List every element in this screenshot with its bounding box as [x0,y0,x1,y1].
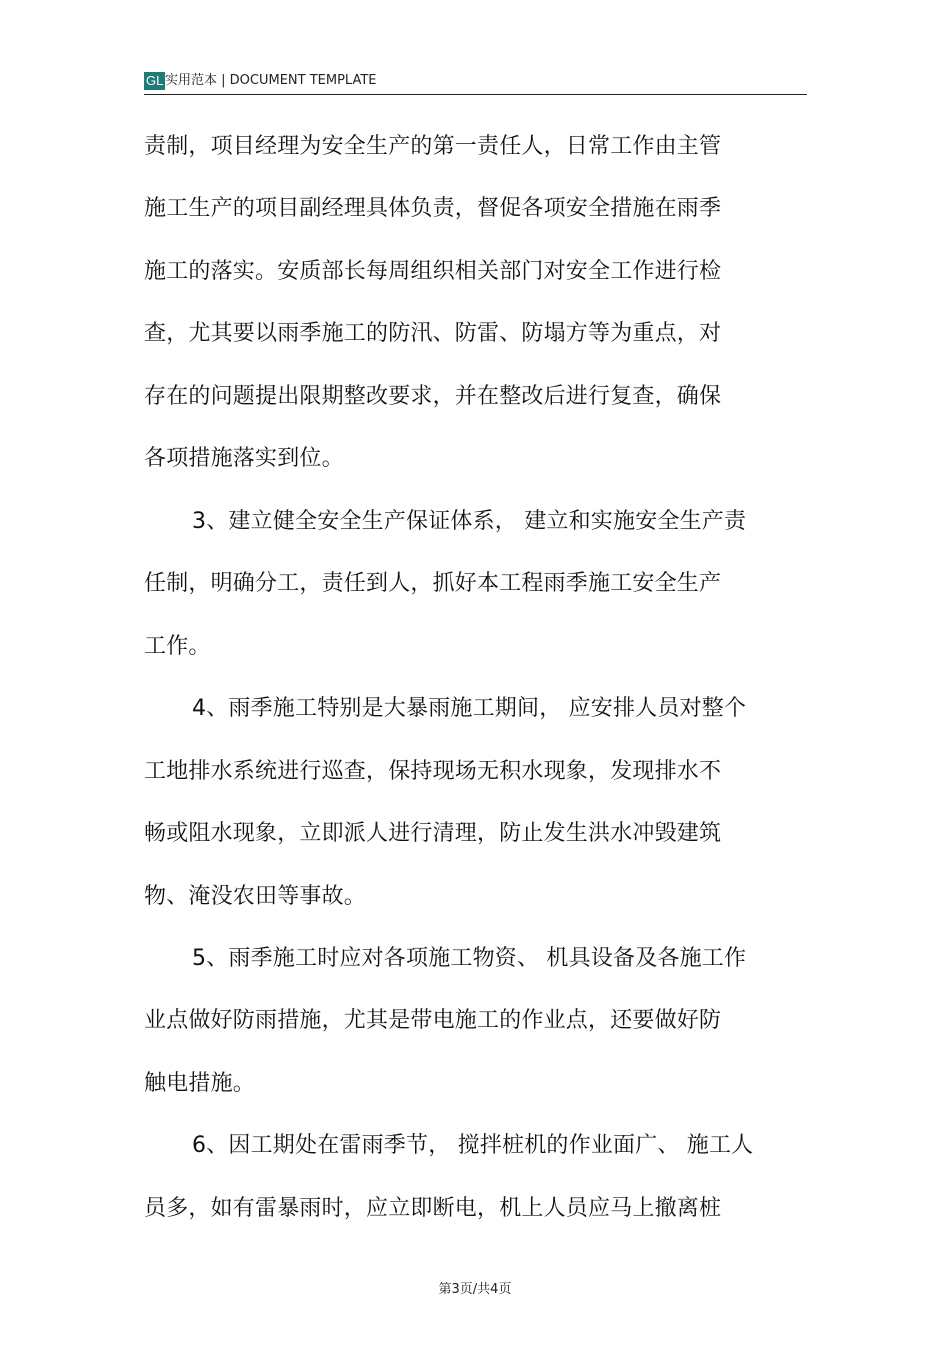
body-line-1: 责制，项目经理为安全生产的第一责任人，日常工作由主管 [144,134,722,159]
logo-badge: GL [146,73,164,88]
item-6-line-2: 员多，如有雷暴雨时，应立即断电，机上人员应马上撤离桩 [144,1196,722,1221]
item-4-line-3: 畅或阻水现象，立即派人进行清理，防止发生洪水冲毁建筑 [144,821,722,846]
item-5-line-1: 5、雨季施工时应对各项施工物资、 机具设备及各施工作 [192,946,747,971]
item-6-line-1: 6、因工期处在雷雨季节， 搅拌桩机的作业面广、 施工人 [192,1133,754,1158]
item-4-line-2: 工地排水系统进行巡查，保持现场无积水现象，发现排水不 [144,759,722,784]
item-5-line-3: 触电措施。 [144,1071,256,1096]
header-title: 实用范本 | DOCUMENT TEMPLATE [165,73,377,88]
body-line-2: 施工生产的项目副经理具体负责，督促各项安全措施在雨季 [144,196,722,221]
body-line-3: 施工的落实。安质部长每周组织相关部门对安全工作进行检 [144,259,722,284]
page-number: 第3页/共4页 [438,1282,512,1297]
item-4-line-4: 物、淹没农田等事故。 [144,884,367,909]
item-5-line-2: 业点做好防雨措施，尤其是带电施工的作业点，还要做好防 [144,1008,722,1033]
item-3-line-3: 工作。 [144,634,211,659]
body-line-4: 查，尤其要以雨季施工的防汛、防雷、防塌方等为重点，对 [144,321,722,346]
page-header [144,70,807,95]
item-3-line-1: 3、建立健全安全生产保证体系， 建立和实施安全生产责 [192,509,747,534]
item-3-line-2: 任制，明确分工，责任到人，抓好本工程雨季施工安全生产 [144,571,722,596]
body-line-6: 各项措施落实到位。 [144,446,344,471]
item-4-line-1: 4、雨季施工特别是大暴雨施工期间， 应安排人员对整个 [192,696,747,721]
body-line-5: 存在的问题提出限期整改要求，并在整改后进行复查，确保 [144,384,722,409]
